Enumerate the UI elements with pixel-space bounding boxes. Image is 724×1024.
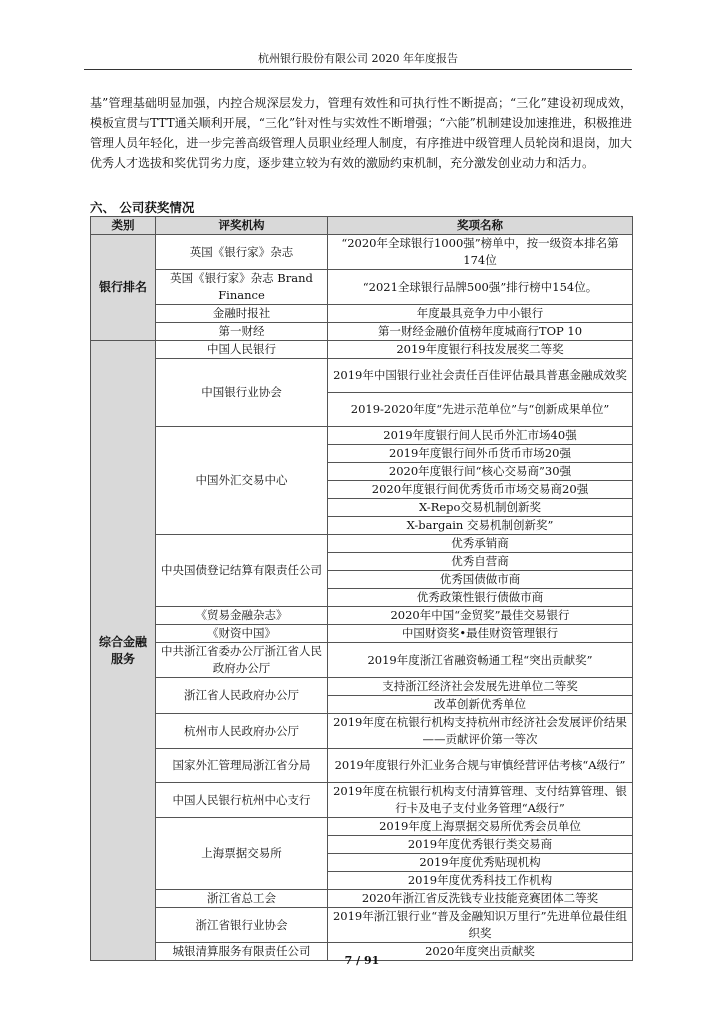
org-cell: 国家外汇管理局浙江省分局 (156, 749, 328, 783)
award-cell: 2020年度突出贡献奖 (328, 943, 633, 961)
award-cell: “2021全球银行品牌500强”排行榜中154位。 (328, 270, 633, 305)
page-header: 杭州银行股份有限公司 2020 年年度报告 (258, 52, 458, 65)
table-row (91, 535, 633, 553)
table-row (91, 783, 633, 818)
org-cell: 中国人民银行杭州中心支行 (156, 783, 328, 818)
award-cell: 2019年度优秀贴现机构 (328, 854, 633, 872)
award-cell: 2019年中国银行业社会责任百佳评估最具普惠金融成效奖 (328, 359, 633, 393)
award-cell: 2020年浙江省反洗钱专业技能竞赛团体二等奖 (328, 890, 633, 908)
org-cell: 第一财经 (156, 323, 328, 341)
header-divider (84, 69, 632, 70)
table-row (91, 427, 633, 445)
awards-table-body (91, 235, 633, 961)
table-row (91, 643, 633, 678)
org-cell: 中央国债登记结算有限责任公司 (156, 535, 328, 607)
org-cell: 中国外汇交易中心 (156, 427, 328, 535)
table-row (91, 749, 633, 783)
table-header-row (91, 217, 633, 235)
table-row (91, 607, 633, 625)
award-cell: 优秀国债做市商 (328, 571, 633, 589)
award-cell: X-Repo交易机制创新奖 (328, 499, 633, 517)
award-cell: 2019年度银行科技发展奖二等奖 (328, 341, 633, 359)
org-cell: 金融时报社 (156, 305, 328, 323)
table-row (91, 818, 633, 836)
award-cell: 改革创新优秀单位 (328, 696, 633, 714)
org-cell: 《贸易金融杂志》 (156, 607, 328, 625)
award-cell: 支持浙江经济社会发展先进单位二等奖 (328, 678, 633, 696)
section-title: 六、 公司获奖情况 (90, 200, 195, 215)
table-row (91, 678, 633, 696)
awards-table (90, 216, 633, 961)
award-cell: 优秀政策性银行债做市商 (328, 589, 633, 607)
org-cell: 英国《银行家》杂志 (156, 235, 328, 270)
category-cell: 银行排名 (91, 235, 156, 341)
org-cell: 英国《银行家》杂志 Brand Finance (156, 270, 328, 305)
table-row (91, 714, 633, 749)
award-cell: 2019年度银行间外币货币市场20强 (328, 445, 633, 463)
award-cell: 优秀承销商 (328, 535, 633, 553)
table-row (91, 625, 633, 643)
table-row (91, 323, 633, 341)
org-cell: 浙江省人民政府办公厅 (156, 678, 328, 714)
award-cell: 2019年度优秀银行类交易商 (328, 836, 633, 854)
org-cell: 城银清算服务有限责任公司 (156, 943, 328, 961)
table-row (91, 235, 633, 270)
table-row (91, 359, 633, 393)
award-cell: 2019年度在杭银行机构支付清算管理、支付结算管理、银行卡及电子支付业务管理“A级行” (328, 783, 633, 818)
table-row (91, 270, 633, 305)
org-cell: 上海票据交易所 (156, 818, 328, 890)
award-cell: 第一财经金融价值榜年度城商行TOP 10 (328, 323, 633, 341)
org-cell: 中国银行业协会 (156, 359, 328, 427)
table-row (91, 908, 633, 943)
org-cell: 杭州市人民政府办公厅 (156, 714, 328, 749)
award-cell: 2019年度上海票据交易所优秀会员单位 (328, 818, 633, 836)
table-row (91, 341, 633, 359)
award-cell: 2020年度银行间优秀货币市场交易商20强 (328, 481, 633, 499)
award-cell: 2019年度银行间人民币外汇市场40强 (328, 427, 633, 445)
org-cell: 中共浙江省委办公厅浙江省人民政府办公厅 (156, 643, 328, 678)
award-cell: 2020年中国“金贸奖”最佳交易银行 (328, 607, 633, 625)
page-number: 7 / 91 (344, 954, 380, 967)
award-cell: 2019年度优秀科技工作机构 (328, 872, 633, 890)
org-cell: 《财资中国》 (156, 625, 328, 643)
header-org: 评奖机构 (156, 217, 328, 235)
org-cell: 中国人民银行 (156, 341, 328, 359)
award-cell: “2020年全球银行1000强”榜单中，按一级资本排名第174位 (328, 235, 633, 270)
award-cell: X-bargain 交易机制创新奖” (328, 517, 633, 535)
award-cell: 2019年浙江银行业“普及金融知识万里行”先进单位最佳组织奖 (328, 908, 633, 943)
table-row (91, 890, 633, 908)
header-category: 类别 (91, 217, 156, 235)
award-cell: 年度最具竞争力中小银行 (328, 305, 633, 323)
award-cell: 优秀自营商 (328, 553, 633, 571)
award-cell: 中国财资奖•最佳财资管理银行 (328, 625, 633, 643)
award-cell: 2020年度银行间“核心交易商”30强 (328, 463, 633, 481)
org-cell: 浙江省总工会 (156, 890, 328, 908)
award-cell: 2019年度银行外汇业务合规与审慎经营评估考核“A级行” (328, 749, 633, 783)
table-row (91, 305, 633, 323)
award-cell: 2019年度在杭银行机构支持杭州市经济社会发展评价结果——贡献评价第一等次 (328, 714, 633, 749)
award-cell: 2019年度浙江省融资畅通工程“突出贡献奖” (328, 643, 633, 678)
intro-paragraph: 基”管理基础明显加强，内控合规深层发力，管理有效性和可执行性不断提高；“三化”建设初现成效，模板宣贯与TTT通关顺利开展，“三化”针对性与实效性不断增强；“六能”机制建设加速推进，积极推进管理人员年轻化，进一步完善高级管理人员职业经理人制度，有序推进中级管理人员轮岗和退岗，加大优秀人才选拔和奖优罚劣力度，逐步建立较为有效的激励约束机制，充分激发创业动力和活力。 (90, 96, 632, 170)
header-award: 奖项名称 (328, 217, 633, 235)
category-cell: 综合金融服务 (91, 341, 156, 961)
award-cell: 2019-2020年度“先进示范单位”与“创新成果单位” (328, 393, 633, 427)
org-cell: 浙江省银行业协会 (156, 908, 328, 943)
